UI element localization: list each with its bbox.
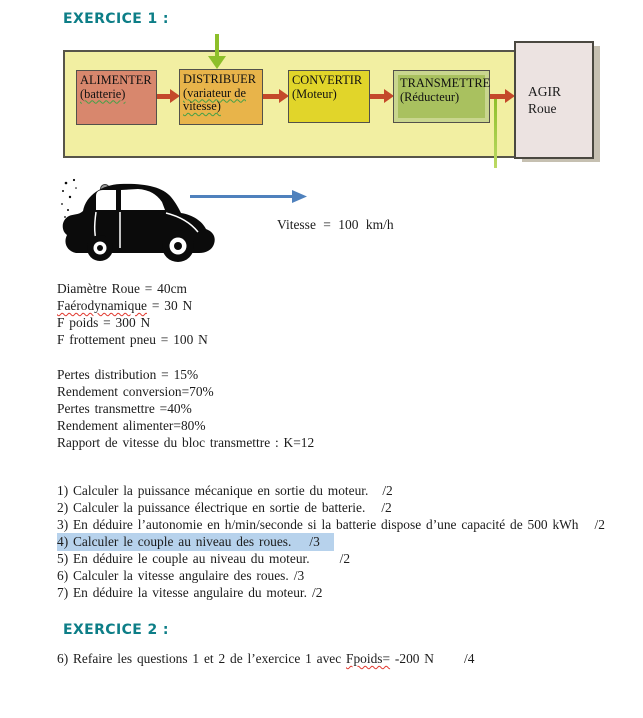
- question-score: /4: [463, 651, 475, 666]
- questions-list: [57, 482, 605, 601]
- question-score: /3: [309, 534, 320, 549]
- data-line: Diamètre Roue = 40cm: [57, 281, 187, 296]
- block-sub-label: (variateur de vitesse): [183, 85, 246, 114]
- flow-arrow-icon-3: [369, 89, 394, 103]
- data-line: Pertes transmettre =40%: [57, 401, 192, 416]
- exercise2-question: [57, 650, 474, 667]
- block-convertir: [288, 70, 370, 123]
- data-line: [57, 297, 208, 314]
- question-line-1: [57, 482, 605, 499]
- data-line: Rendement conversion=70%: [57, 384, 214, 399]
- block-sub-label: Roue: [528, 101, 557, 116]
- block-label: CONVERTIR: [292, 73, 363, 87]
- question-line-6: [57, 567, 605, 584]
- block-label: DISTRIBUER: [183, 72, 256, 86]
- down-arrow-green-icon: [208, 56, 226, 69]
- data-line: F poids = 300 N: [57, 315, 151, 330]
- question-text: 1) Calculer la puissance mécanique en sortie du moteur.: [57, 483, 369, 498]
- block-label: TRANSMETTRE: [400, 76, 491, 90]
- flow-arrow-icon-1: [156, 89, 180, 103]
- exercise2-title: EXERCICE 2 :: [63, 622, 169, 638]
- car-rear-window: [96, 190, 116, 210]
- speed-label: Vitesse = 100 km/h: [277, 217, 394, 232]
- question-line-5: [57, 550, 605, 567]
- flow-arrow-icon-2: [262, 89, 289, 103]
- question-text: 5) En déduire le couple au niveau du moteur.: [57, 551, 310, 566]
- question-text: 2) Calculer la puissance électrique en sortie de batterie.: [57, 500, 366, 515]
- block-agir: [514, 41, 594, 159]
- question-text: -200 N: [390, 651, 434, 666]
- block-sub-label: (batterie): [80, 86, 126, 101]
- block-label: AGIR: [528, 84, 561, 99]
- question-line-2: [57, 499, 605, 516]
- aero-force-value: = 30 N: [147, 298, 193, 313]
- question-text: 4) Calculer le couple au niveau des roues.: [57, 534, 292, 549]
- highlighted-question: [57, 533, 334, 551]
- question-score: /2: [339, 551, 351, 566]
- question-score: /2: [311, 585, 323, 600]
- question-text: 6) Refaire les questions 1 et 2 de l’exercice 1 avec: [57, 651, 347, 666]
- exercise1-title: EXERCICE 1 :: [63, 11, 169, 27]
- parameters-block: [57, 366, 314, 451]
- question-text: 6) Calculer la vitesse angulaire des roues.: [57, 568, 289, 583]
- aero-force-label: Faérodynamique: [57, 298, 147, 313]
- question-text: 3) En déduire l’autonomie en h/min/seconde si la batterie dispose d’une capacité de 500 kWh: [57, 517, 579, 532]
- question-line-7: [57, 584, 605, 601]
- down-arrow-green-stem: [215, 34, 219, 57]
- vehicle-data-block: [57, 280, 208, 348]
- question-score: /3: [293, 568, 305, 583]
- green-vertical-line: [494, 97, 497, 168]
- data-line: F frottement pneu = 100 N: [57, 332, 208, 347]
- rear-wheel-icon: [87, 235, 113, 261]
- exhaust-dots-icon: [61, 179, 77, 218]
- question-text: 7) En déduire la vitesse angulaire du moteur.: [57, 585, 307, 600]
- block-sub-label: (Moteur): [292, 86, 337, 101]
- question-score: /2: [594, 517, 605, 532]
- data-line: Rendement alimenter=80%: [57, 418, 206, 433]
- front-wheel-icon: [162, 230, 194, 262]
- question-line-3: [57, 516, 605, 533]
- data-line: Pertes distribution = 15%: [57, 367, 199, 382]
- question-score: /2: [381, 500, 392, 515]
- data-line: Rapport de vitesse du bloc transmettre : K=12: [57, 435, 315, 450]
- question-score: /2: [382, 483, 393, 498]
- speed-arrow-icon: [190, 189, 308, 203]
- block-label: ALIMENTER: [80, 73, 152, 87]
- block-distribuer: [179, 69, 263, 125]
- block-transmettre: [393, 70, 490, 123]
- flow-arrow-icon-4: [489, 89, 515, 103]
- block-sub-label: (Réducteur): [400, 89, 460, 104]
- question-line-4: [57, 533, 605, 550]
- block-alimenter: [76, 70, 157, 125]
- fpoids-label: Fpoids=: [346, 651, 391, 666]
